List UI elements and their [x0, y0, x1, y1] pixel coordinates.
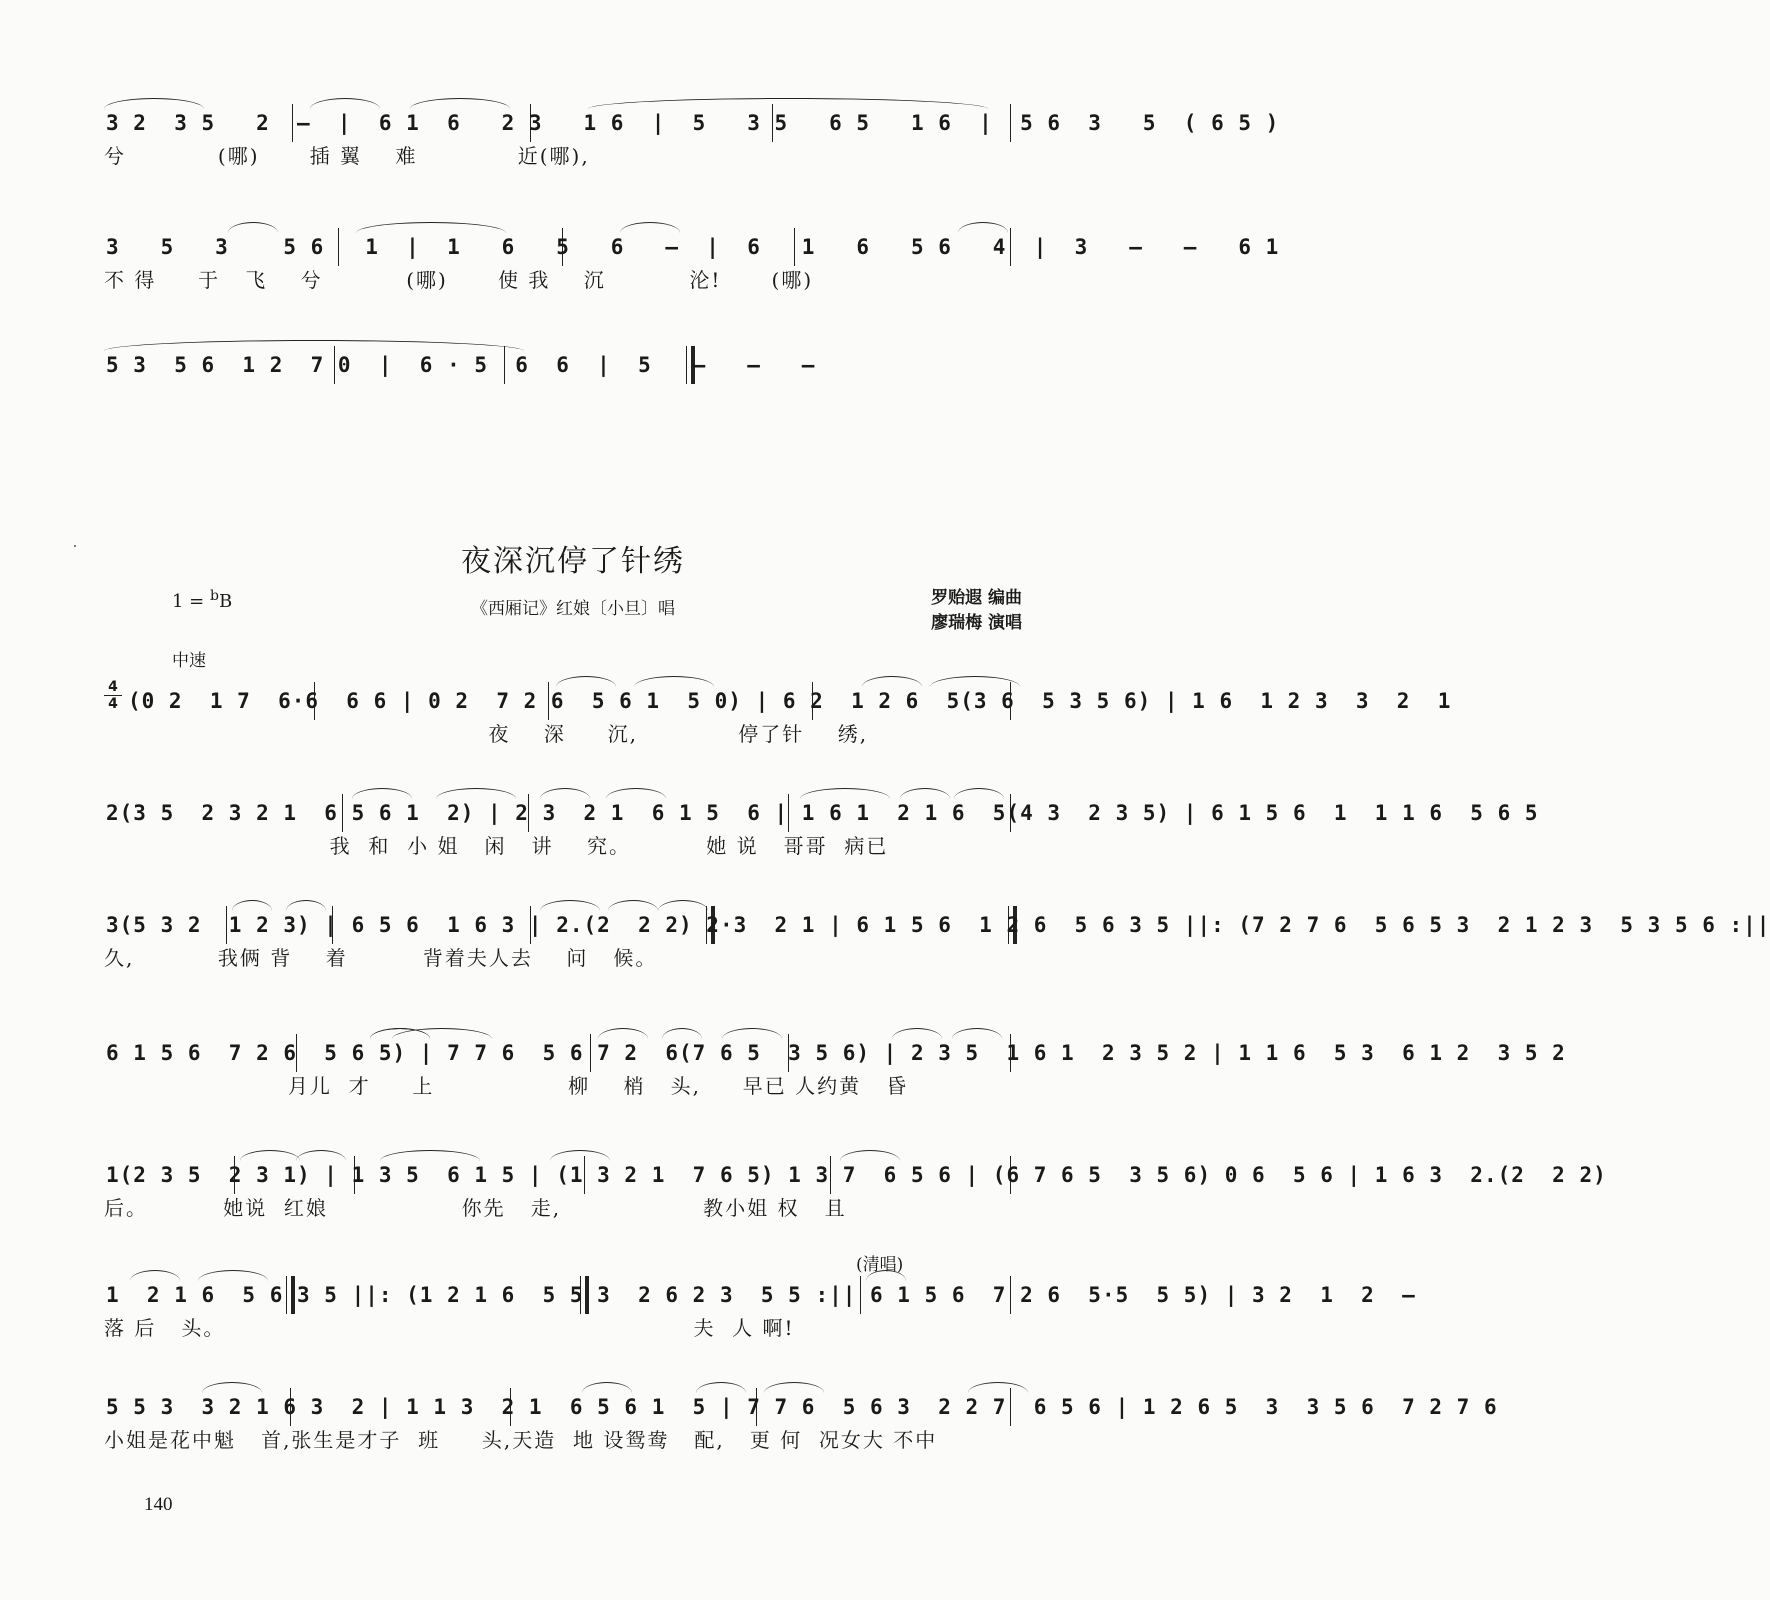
prev-row-3-notes: 5 3 5 6 1 2 7 0 | 6 · 5 6 6 | 5 — — —: [106, 353, 816, 377]
row-2-notes: 2(3 5 2 3 2 1 6 5 6 1 2) | 2 3 2 1 6 1 5 6 | 1 6 1 2 1 6 5(4 3 2 3 5) | 6 1 5 6 1 1 1 6 5 6 5: [106, 801, 1539, 825]
score-row-1: [100, 676, 1452, 766]
time-signature-bottom: 4: [108, 696, 118, 712]
row-2-lyrics: 我 和 小 姐 闲 讲 究。 她 说 哥哥 病已: [104, 834, 889, 858]
unaccompanied-marking: (清唱): [856, 1255, 904, 1275]
song-source: 《西厢记》红娘〔小旦〕唱: [471, 599, 675, 619]
song-title: 夜深沉停了针绣: [461, 544, 685, 579]
prev-score-row-1: [100, 98, 1280, 188]
time-signature-top: 4: [108, 679, 118, 695]
row-4-notes: 6 1 5 6 7 2 6 5 6 5) | 7 7 6 5 6 7 2 6(7 6 5 3 5 6) | 2 3 5 1 6 1 2 3 5 2 | 1 1 6 5 3 6 1 2 3 5 2: [106, 1041, 1566, 1065]
key-prefix: 1 =: [172, 591, 210, 612]
row-6-notes: 1 2 1 6 5 6 3 5 ||: (1 2 1 6 5 5 3 2 6 2 3 5 5 :|| 6 1 5 6 7 2 6 5·5 5 5) | 3 2 1 2 —: [106, 1283, 1416, 1307]
row-1-notes: (0 2 1 7 6·6 6 6 | 0 2 7 2 6 5 6 1 5 0) | 6 2 1 2 6 5(3 6 5 3 5 6) | 1 6 1 2 3 3 2 1: [128, 689, 1452, 713]
score-row-5: [100, 1150, 1607, 1240]
row-5-lyrics: 后。 她说 红娘 你先 走, 教小姐 权 且: [104, 1196, 847, 1220]
score-row-7: [100, 1382, 1498, 1472]
score-row-6: [100, 1270, 1416, 1360]
page-number: 140: [144, 1494, 173, 1515]
prev-row-1-lyrics: 兮 (哪) 插 翼 难 近(哪),: [104, 144, 590, 168]
composer-credit: 罗贻遐 编曲: [931, 588, 1022, 608]
prev-score-row-2: [100, 222, 1280, 312]
score-row-4: [100, 1028, 1566, 1118]
tempo-marking: 中速: [172, 651, 206, 671]
row-7-lyrics: 小姐是花中魁 首,张生是才子 班 头,天造 地 设鸳鸯 配, 更 何 况女大 不中: [104, 1428, 938, 1452]
row-6-lyrics: 落 后 头。 夫 人 啊!: [104, 1316, 795, 1340]
row-4-lyrics: 月儿 才 上 柳 梢 头, 早已 人约黄 昏: [104, 1074, 909, 1098]
score-row-2: [100, 788, 1539, 878]
prev-score-row-3: [100, 340, 1030, 430]
stray-ink-mark: [74, 545, 76, 547]
prev-row-2-lyrics: 不 得 于 飞 兮 (哪) 使 我 沉 沦! (哪): [104, 268, 814, 292]
row-5-notes: 1(2 3 5 2 3 1) | 1 3 5 6 1 5 | (1 3 2 1 7 6 5) 1 3 7 6 5 6 | (6 7 6 5 3 5 6) 0 6 5 6 | 1 6 3 2.(2 2 2): [106, 1163, 1607, 1187]
credits: [931, 586, 1022, 636]
prev-row-1-notes: 3 2 3 5 2 — | 6 1 6 2 3 1 6 | 5 3 5 6 5 1 6 | 5 6 3 5 ( 6 5 ): [106, 111, 1280, 135]
row-7-notes: 5 5 3 3 2 1 6 3 2 | 1 1 3 2 1 6 5 6 1 5 | 7 7 6 5 6 3 2 2 7 6 5 6 | 1 2 6 5 3 3 5 6 7 2 7 6: [106, 1395, 1498, 1419]
row-1-lyrics: 夜 深 沉, 停了针 绣,: [104, 722, 869, 746]
singer-credit: 廖瑞梅 演唱: [931, 613, 1022, 633]
key-accidental: b: [209, 588, 219, 604]
row-3-lyrics: 久, 我俩 背 着 背着夫人去 问 候。: [104, 946, 658, 970]
row-3-notes: 3(5 3 2 1 2 3) | 6 5 6 1 6 3 | 2.(2 2 2) 2·3 2 1 | 6 1 5 6 1 2 6 5 6 3 5 ||: (7 2 7 6 5 6 5 3 2 1 2 3 5 3 5 6 :||: [106, 913, 1770, 937]
key-note: B: [218, 591, 233, 612]
prev-row-2-notes: 3 5 3 5 6 1 | 1 6 5 6 — | 6 1 6 5 6 4 | 3 — — 6 1: [106, 235, 1280, 259]
score-row-3: [100, 900, 1770, 990]
